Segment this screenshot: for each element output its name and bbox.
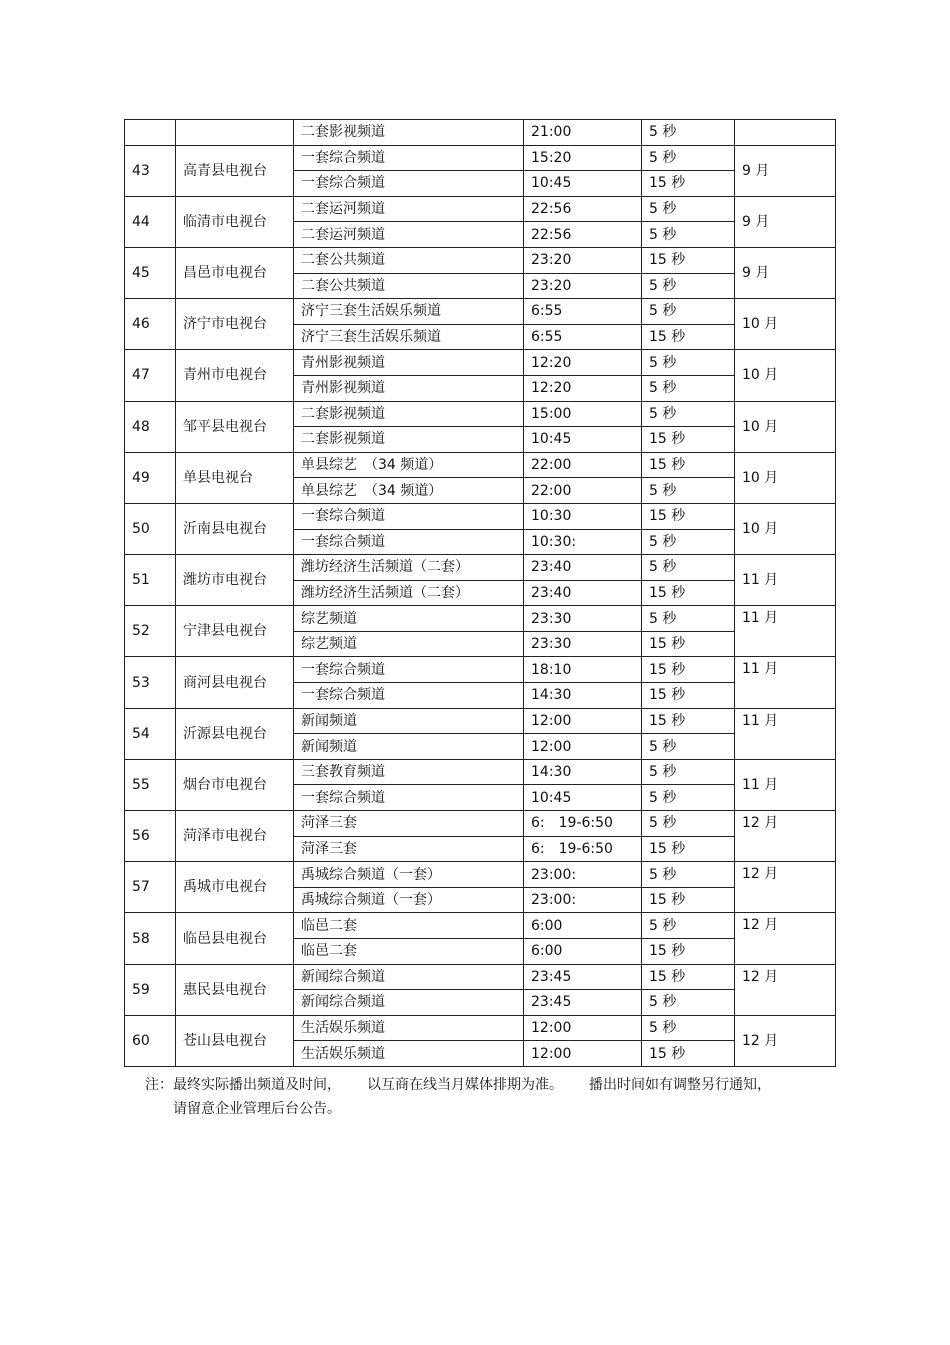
number-cell: 43: [125, 145, 176, 196]
channel-cell: 一套综合频道: [294, 657, 524, 683]
time-cell: 23:45: [524, 964, 642, 990]
channel-cell: 单县综艺 （34 频道）: [294, 478, 524, 504]
channel-cell: 生活娱乐频道: [294, 1015, 524, 1041]
duration-cell: 5 秒: [642, 145, 735, 171]
time-cell: 10:30: [524, 503, 642, 529]
duration-cell: 15 秒: [642, 247, 735, 273]
duration-cell: 5 秒: [642, 529, 735, 555]
channel-cell: 济宁三套生活娱乐频道: [294, 299, 524, 325]
month-cell: 11 月: [735, 708, 836, 759]
time-cell: 12:00: [524, 708, 642, 734]
month-cell: 11 月: [735, 606, 836, 657]
channel-cell: 二套运河频道: [294, 222, 524, 248]
time-cell: 23:40: [524, 555, 642, 581]
number-cell: 49: [125, 452, 176, 503]
channel-cell: 临邑二套: [294, 939, 524, 965]
time-cell: 23:00:: [524, 862, 642, 888]
duration-cell: 5 秒: [642, 759, 735, 785]
month-cell: 12 月: [735, 811, 836, 862]
duration-cell: 15 秒: [642, 452, 735, 478]
footnote-part-1: 注：最终实际播出频道及时间，: [145, 1077, 341, 1093]
station-cell: 商河县电视台: [176, 657, 294, 708]
time-cell: 23:20: [524, 273, 642, 299]
time-cell: 22:56: [524, 196, 642, 222]
duration-cell: 15 秒: [642, 427, 735, 453]
number-cell: 44: [125, 196, 176, 247]
number-cell: 52: [125, 606, 176, 657]
table-row: [125, 120, 836, 146]
station-cell: 邹平县电视台: [176, 401, 294, 452]
table-row: [125, 606, 836, 632]
time-cell: 10:30:: [524, 529, 642, 555]
station-cell: 宁津县电视台: [176, 606, 294, 657]
table-row: [125, 145, 836, 171]
schedule-table: [124, 119, 836, 1067]
table-row: [125, 964, 836, 990]
station-cell: 济宁市电视台: [176, 299, 294, 350]
duration-cell: 5 秒: [642, 990, 735, 1016]
duration-cell: 15 秒: [642, 939, 735, 965]
footnote-part-3: 播出时间如有调整另行通知，: [589, 1077, 771, 1093]
month-cell: 9 月: [735, 247, 836, 298]
channel-cell: 一套综合频道: [294, 171, 524, 197]
number-cell: 47: [125, 350, 176, 401]
number-cell: [125, 120, 176, 146]
month-cell: 9 月: [735, 145, 836, 196]
time-cell: 10:45: [524, 785, 642, 811]
duration-cell: 15 秒: [642, 683, 735, 709]
duration-cell: 5 秒: [642, 913, 735, 939]
duration-cell: 5 秒: [642, 222, 735, 248]
table-row: [125, 350, 836, 376]
station-cell: 菏泽市电视台: [176, 811, 294, 862]
channel-cell: 潍坊经济生活频道（二套）: [294, 580, 524, 606]
time-cell: 12:00: [524, 1015, 642, 1041]
station-cell: 昌邑市电视台: [176, 247, 294, 298]
channel-cell: 生活娱乐频道: [294, 1041, 524, 1067]
time-cell: 6:00: [524, 939, 642, 965]
time-cell: 6: 19-6:50: [524, 811, 642, 837]
duration-cell: 5 秒: [642, 734, 735, 760]
number-cell: 53: [125, 657, 176, 708]
channel-cell: 青州影视频道: [294, 350, 524, 376]
channel-cell: 综艺频道: [294, 631, 524, 657]
channel-cell: 二套影视频道: [294, 120, 524, 146]
channel-cell: 新闻综合频道: [294, 990, 524, 1016]
table-row: [125, 657, 836, 683]
duration-cell: 5 秒: [642, 196, 735, 222]
channel-cell: 二套公共频道: [294, 247, 524, 273]
table-row: [125, 503, 836, 529]
channel-cell: 一套综合频道: [294, 145, 524, 171]
duration-cell: 5 秒: [642, 555, 735, 581]
time-cell: 6:55: [524, 324, 642, 350]
table-row: [125, 247, 836, 273]
time-cell: 14:30: [524, 759, 642, 785]
time-cell: 15:00: [524, 401, 642, 427]
table-row: [125, 299, 836, 325]
station-cell: 高青县电视台: [176, 145, 294, 196]
station-cell: 临邑县电视台: [176, 913, 294, 964]
channel-cell: 菏泽三套: [294, 811, 524, 837]
duration-cell: 15 秒: [642, 887, 735, 913]
time-cell: 6:00: [524, 913, 642, 939]
table-row: [125, 452, 836, 478]
channel-cell: 新闻频道: [294, 708, 524, 734]
channel-cell: 青州影视频道: [294, 375, 524, 401]
station-cell: [176, 120, 294, 146]
time-cell: 22:00: [524, 452, 642, 478]
table-row: [125, 862, 836, 888]
footnote-line-2: 请留意企业管理后台公告。: [173, 1101, 341, 1117]
number-cell: 51: [125, 555, 176, 606]
station-cell: 单县电视台: [176, 452, 294, 503]
number-cell: 57: [125, 862, 176, 913]
month-cell: 12 月: [735, 1015, 836, 1066]
month-cell: 11 月: [735, 759, 836, 810]
duration-cell: 5 秒: [642, 785, 735, 811]
table-row: [125, 555, 836, 581]
time-cell: 12:00: [524, 734, 642, 760]
channel-cell: 二套影视频道: [294, 427, 524, 453]
table-row: [125, 759, 836, 785]
channel-cell: 单县综艺 （34 频道）: [294, 452, 524, 478]
duration-cell: 5 秒: [642, 606, 735, 632]
station-cell: 禹城市电视台: [176, 862, 294, 913]
month-cell: 11 月: [735, 657, 836, 708]
duration-cell: 5 秒: [642, 120, 735, 146]
channel-cell: 三套教育频道: [294, 759, 524, 785]
duration-cell: 15 秒: [642, 324, 735, 350]
time-cell: 12:20: [524, 350, 642, 376]
channel-cell: 潍坊经济生活频道（二套）: [294, 555, 524, 581]
number-cell: 59: [125, 964, 176, 1015]
number-cell: 50: [125, 503, 176, 554]
number-cell: 46: [125, 299, 176, 350]
number-cell: 45: [125, 247, 176, 298]
month-cell: 10 月: [735, 452, 836, 503]
time-cell: 12:00: [524, 1041, 642, 1067]
channel-cell: 新闻综合频道: [294, 964, 524, 990]
table-row: [125, 913, 836, 939]
channel-cell: 济宁三套生活娱乐频道: [294, 324, 524, 350]
duration-cell: 5 秒: [642, 478, 735, 504]
station-cell: 苍山县电视台: [176, 1015, 294, 1066]
station-cell: 惠民县电视台: [176, 964, 294, 1015]
duration-cell: 5 秒: [642, 1015, 735, 1041]
number-cell: 60: [125, 1015, 176, 1066]
duration-cell: 5 秒: [642, 273, 735, 299]
station-cell: 沂源县电视台: [176, 708, 294, 759]
duration-cell: 5 秒: [642, 401, 735, 427]
duration-cell: 15 秒: [642, 964, 735, 990]
time-cell: 23:40: [524, 580, 642, 606]
month-cell: 10 月: [735, 350, 836, 401]
footnote-line-1: [145, 1073, 771, 1097]
time-cell: 18:10: [524, 657, 642, 683]
time-cell: 23:30: [524, 631, 642, 657]
duration-cell: 15 秒: [642, 1041, 735, 1067]
duration-cell: 15 秒: [642, 503, 735, 529]
month-cell: 12 月: [735, 964, 836, 1015]
month-cell: 10 月: [735, 503, 836, 554]
channel-cell: 综艺频道: [294, 606, 524, 632]
month-cell: 10 月: [735, 299, 836, 350]
station-cell: 临清市电视台: [176, 196, 294, 247]
time-cell: 23:20: [524, 247, 642, 273]
table-row: [125, 401, 836, 427]
duration-cell: 15 秒: [642, 631, 735, 657]
month-cell: 11 月: [735, 555, 836, 606]
channel-cell: 一套综合频道: [294, 683, 524, 709]
time-cell: 22:56: [524, 222, 642, 248]
duration-cell: 5 秒: [642, 811, 735, 837]
station-cell: 烟台市电视台: [176, 759, 294, 810]
channel-cell: 二套运河频道: [294, 196, 524, 222]
channel-cell: 一套综合频道: [294, 529, 524, 555]
number-cell: 54: [125, 708, 176, 759]
channel-cell: 一套综合频道: [294, 503, 524, 529]
duration-cell: 5 秒: [642, 350, 735, 376]
channel-cell: 禹城综合频道（一套）: [294, 887, 524, 913]
channel-cell: 菏泽三套: [294, 836, 524, 862]
time-cell: 15:20: [524, 145, 642, 171]
duration-cell: 15 秒: [642, 657, 735, 683]
footnote-part-2: 以互商在线当月媒体排期为准。: [367, 1077, 563, 1093]
station-cell: 沂南县电视台: [176, 503, 294, 554]
number-cell: 55: [125, 759, 176, 810]
number-cell: 58: [125, 913, 176, 964]
month-cell: 10 月: [735, 401, 836, 452]
time-cell: 23:45: [524, 990, 642, 1016]
time-cell: 6: 19-6:50: [524, 836, 642, 862]
time-cell: 6:55: [524, 299, 642, 325]
time-cell: 10:45: [524, 171, 642, 197]
footnote: [145, 1073, 771, 1121]
month-cell: 12 月: [735, 862, 836, 913]
table-row: [125, 811, 836, 837]
station-cell: 青州市电视台: [176, 350, 294, 401]
duration-cell: 15 秒: [642, 580, 735, 606]
time-cell: 23:00:: [524, 887, 642, 913]
time-cell: 14:30: [524, 683, 642, 709]
table-row: [125, 1015, 836, 1041]
table-row: [125, 196, 836, 222]
channel-cell: 临邑二套: [294, 913, 524, 939]
time-cell: 21:00: [524, 120, 642, 146]
time-cell: 22:00: [524, 478, 642, 504]
time-cell: 12:20: [524, 375, 642, 401]
station-cell: 潍坊市电视台: [176, 555, 294, 606]
channel-cell: 新闻频道: [294, 734, 524, 760]
month-cell: [735, 120, 836, 146]
month-cell: 12 月: [735, 913, 836, 964]
month-cell: 9 月: [735, 196, 836, 247]
duration-cell: 15 秒: [642, 836, 735, 862]
table-row: [125, 708, 836, 734]
channel-cell: 一套综合频道: [294, 785, 524, 811]
time-cell: 23:30: [524, 606, 642, 632]
number-cell: 56: [125, 811, 176, 862]
duration-cell: 15 秒: [642, 708, 735, 734]
time-cell: 10:45: [524, 427, 642, 453]
channel-cell: 二套公共频道: [294, 273, 524, 299]
channel-cell: 二套影视频道: [294, 401, 524, 427]
channel-cell: 禹城综合频道（一套）: [294, 862, 524, 888]
duration-cell: 15 秒: [642, 171, 735, 197]
duration-cell: 5 秒: [642, 862, 735, 888]
number-cell: 48: [125, 401, 176, 452]
duration-cell: 5 秒: [642, 299, 735, 325]
duration-cell: 5 秒: [642, 375, 735, 401]
